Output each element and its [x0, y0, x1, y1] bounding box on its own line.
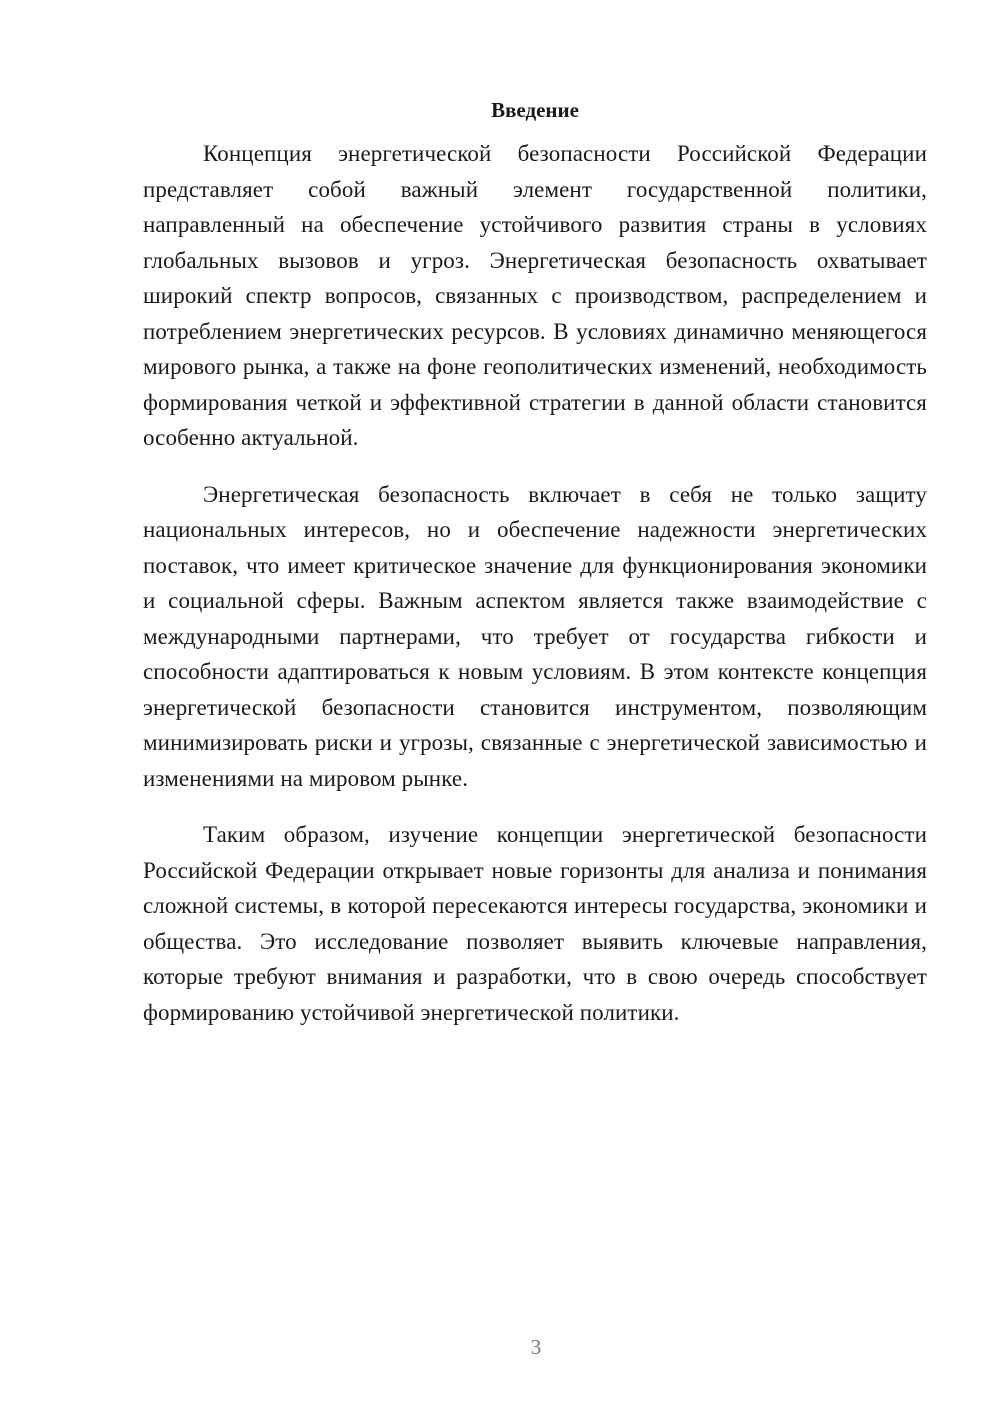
page-content	[143, 96, 927, 1051]
paragraph-2: Энергетическая безопасность включает в себя не только защиту национальных интересов, но и обеспечение надежности энергетических поставок, что имеет критическое значение для функционирования экономики и социальной сферы. Важным аспектом является также взаимодействие с международными партнерами, что требует от государства гибкости и способности адаптироваться к новым условиям. В этом контексте концепция энергетической безопасности становится инструментом, позволяющим минимизировать риски и угрозы, связанные с энергетической зависимостью и изменениями на мировом рынке.	[143, 481, 927, 791]
section-heading: Введение	[491, 98, 579, 122]
page-number: 3	[530, 1335, 542, 1359]
paragraph-3: Таким образом, изучение концепции энергетической безопасности Российской Федерации открывает новые горизонты для анализа и понимания сложной системы, в которой пересекаются интересы государства, экономики и общества. Это исследование позволяет выявить ключевые направления, которые требуют внимания и разработки, что в свою очередь способствует формированию устойчивой энергетической политики.	[143, 822, 927, 1025]
paragraph-1: Концепция энергетической безопасности Российской Федерации представляет собой важный элемент государственной политики, направленный на обеспечение устойчивого развития страны в условиях глобальных вызовов и угроз. Энергетическая безопасность охватывает широкий спектр вопросов, связанных с производством, распределением и потреблением энергетических ресурсов. В условиях динамично меняющегося мирового рынка, а также на фоне геополитических изменений, необходимость формирования четкой и эффективной стратегии в данной области становится особенно актуальной.	[143, 141, 927, 450]
